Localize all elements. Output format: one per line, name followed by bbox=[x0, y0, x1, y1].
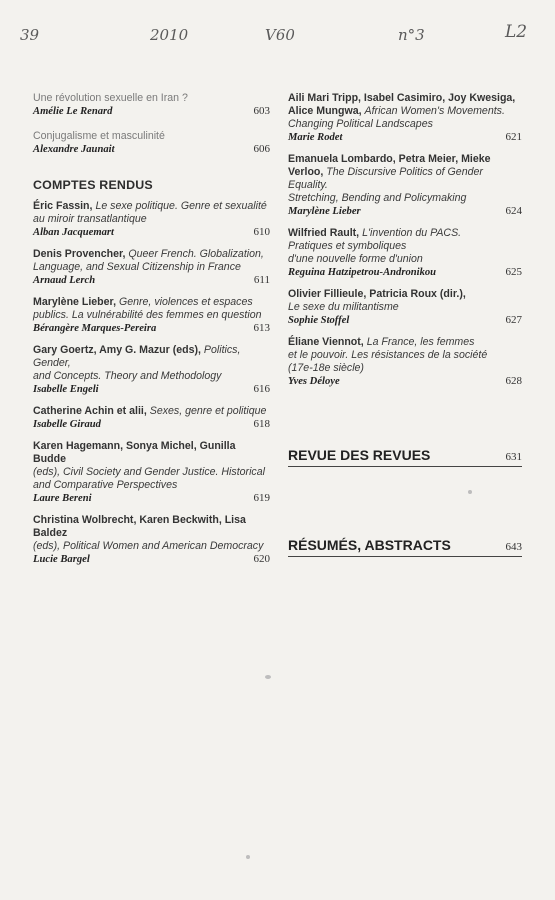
page-number: 628 bbox=[505, 375, 522, 387]
section-title: RÉSUMÉS, ABSTRACTS bbox=[288, 537, 451, 553]
reviewer: Lucie Bargel bbox=[33, 554, 90, 565]
review-entry bbox=[33, 248, 270, 287]
reviewer: Arnaud Lerch bbox=[33, 275, 96, 286]
page-number: 625 bbox=[505, 266, 522, 278]
reviewer: Yves Déloye bbox=[288, 376, 340, 387]
review-entry bbox=[288, 92, 522, 144]
review-entry bbox=[288, 227, 522, 279]
entry-author: Amélie Le Renard bbox=[33, 106, 113, 117]
book-title-cont: d'une nouvelle forme d'union bbox=[288, 253, 423, 265]
book-author: Marylène Lieber, bbox=[33, 296, 117, 308]
page-number: 619 bbox=[253, 492, 270, 504]
book-title: Le sexe politique. Genre et sexualité bbox=[95, 200, 267, 212]
book-title: (eds), Political Women and American Democracy bbox=[33, 540, 264, 552]
section-heading-comptes-rendus: COMPTES RENDUS bbox=[33, 178, 153, 192]
page-number: 618 bbox=[253, 418, 270, 430]
review-entry bbox=[33, 200, 270, 239]
book-author-cont: Alice Mungwa, bbox=[288, 105, 362, 117]
book-title: African Women's Movements. bbox=[364, 105, 505, 117]
handwritten-code: L2 bbox=[505, 22, 528, 42]
page-number: 611 bbox=[253, 274, 270, 286]
book-title-cont: and Concepts. Theory and Methodology bbox=[33, 370, 222, 382]
entry-title: Conjugalisme et masculinité bbox=[33, 130, 165, 142]
book-title-cont: Stretching, Bending and Policymaking bbox=[288, 192, 467, 204]
book-title-cont: and Comparative Perspectives bbox=[33, 479, 178, 491]
reviewer: Isabelle Giraud bbox=[33, 419, 101, 430]
reviewer: Isabelle Engeli bbox=[33, 384, 99, 395]
section-title: REVUE DES REVUES bbox=[288, 447, 431, 463]
right-column bbox=[288, 92, 522, 397]
page-number: 631 bbox=[505, 451, 522, 463]
book-title: Queer French. Globalization, bbox=[128, 248, 264, 260]
reviewer: Marylène Lieber bbox=[288, 206, 361, 217]
book-author: Éliane Viennot, bbox=[288, 336, 364, 348]
book-title-cont: Language, and Sexual Citizenship in France bbox=[33, 261, 241, 273]
entry-author: Alexandre Jaunait bbox=[33, 144, 115, 155]
book-title-cont: (17e-18e siècle) bbox=[288, 362, 364, 374]
book-title: (eds), Civil Society and Gender Justice. Historical bbox=[33, 466, 265, 478]
book-author: Catherine Achin et alii, bbox=[33, 405, 147, 417]
reviewer: Reguina Hatzipetrou-Andronikou bbox=[288, 267, 437, 278]
section-resumes-abstracts bbox=[288, 537, 522, 557]
book-title: La France, les femmes bbox=[366, 336, 475, 348]
book-author-cont: Verloo, bbox=[288, 166, 324, 178]
left-column bbox=[33, 92, 270, 575]
page-number: 606 bbox=[253, 143, 270, 155]
reviewer: Sophie Stoffel bbox=[288, 315, 350, 326]
book-title: Le sexe du militantisme bbox=[288, 301, 399, 313]
book-title-cont: au miroir transatlantique bbox=[33, 213, 147, 225]
book-title: Sexes, genre et politique bbox=[149, 405, 267, 417]
review-entry bbox=[288, 153, 522, 218]
book-title: L'invention du PACS. bbox=[362, 227, 462, 239]
section-revue-des-revues bbox=[288, 447, 522, 467]
review-entry bbox=[33, 440, 270, 505]
book-title-cont: publics. La vulnérabilité des femmes en question bbox=[33, 309, 262, 321]
paper-speck bbox=[246, 855, 250, 859]
page-number: 610 bbox=[253, 226, 270, 238]
book-author: Éric Fassin, bbox=[33, 200, 93, 212]
book-author: Denis Provencher, bbox=[33, 248, 126, 260]
book-author: Olivier Fillieule, Patricia Roux (dir.), bbox=[288, 288, 466, 300]
handwritten-volume: V60 bbox=[265, 26, 295, 44]
book-author: Christina Wolbrecht, Karen Beckwith, Lisa Baldez bbox=[33, 514, 246, 539]
page-number: 616 bbox=[253, 383, 270, 395]
entry-title: Une révolution sexuelle en Iran ? bbox=[33, 92, 188, 104]
handwritten-issue: n°3 bbox=[398, 26, 425, 44]
page-number: 603 bbox=[253, 105, 270, 117]
paper-speck bbox=[265, 675, 271, 679]
reviewer: Alban Jacquemart bbox=[33, 227, 114, 238]
page-number: 620 bbox=[253, 553, 270, 565]
review-entry bbox=[33, 405, 270, 431]
toc-entry bbox=[33, 92, 270, 118]
book-title: The Discursive Politics of Gender Equality. bbox=[288, 166, 483, 191]
reviewer: Marie Rodet bbox=[288, 132, 343, 143]
page-number: 624 bbox=[505, 205, 522, 217]
review-entry bbox=[33, 344, 270, 396]
reviewer: Bérangère Marques-Pereira bbox=[33, 323, 157, 334]
page-number: 621 bbox=[505, 131, 522, 143]
book-author: Karen Hagemann, Sonya Michel, Gunilla Budde bbox=[33, 440, 236, 465]
book-title: Politics, Gender, bbox=[33, 344, 241, 369]
book-author: Aili Mari Tripp, Isabel Casimiro, Joy Kwesiga, bbox=[288, 92, 516, 104]
review-entry bbox=[288, 336, 522, 388]
book-title-cont: Pratiques et symboliques bbox=[288, 240, 407, 252]
book-author: Emanuela Lombardo, Petra Meier, Mieke bbox=[288, 153, 491, 165]
reviewer: Laure Bereni bbox=[33, 493, 92, 504]
toc-entry bbox=[33, 130, 270, 156]
book-title-cont: et le pouvoir. Les résistances de la société bbox=[288, 349, 488, 361]
page-number: 643 bbox=[505, 541, 522, 553]
page-number: 627 bbox=[505, 314, 522, 326]
book-author: Wilfried Rault, bbox=[288, 227, 360, 239]
book-author: Gary Goertz, Amy G. Mazur (eds), bbox=[33, 344, 201, 356]
handwritten-number: 39 bbox=[20, 26, 40, 44]
book-title-cont: Changing Political Landscapes bbox=[288, 118, 433, 130]
handwritten-year: 2010 bbox=[150, 26, 189, 44]
review-entry bbox=[33, 514, 270, 566]
review-entry bbox=[288, 288, 522, 327]
review-entry bbox=[33, 296, 270, 335]
paper-speck bbox=[468, 490, 472, 494]
book-title: Genre, violences et espaces bbox=[118, 296, 253, 308]
page-number: 613 bbox=[253, 322, 270, 334]
